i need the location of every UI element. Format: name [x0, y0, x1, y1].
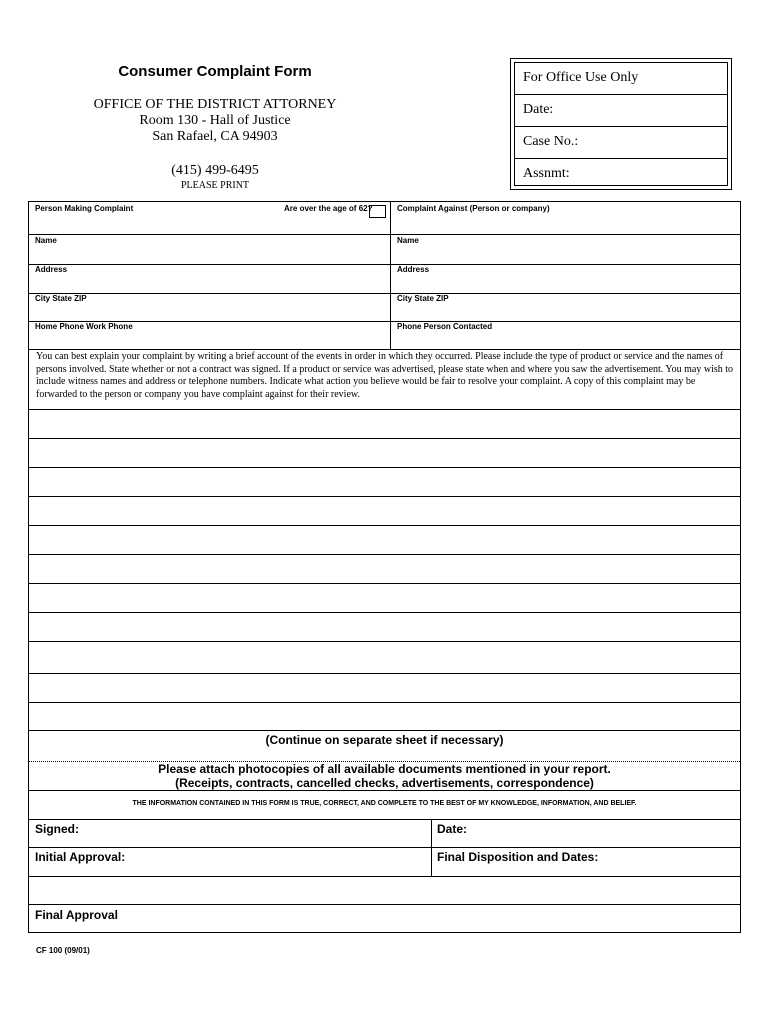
office-case-field[interactable]: Case No.:	[515, 127, 727, 159]
respondent-city-field[interactable]: City State ZIP	[397, 294, 449, 303]
row-line	[29, 819, 740, 820]
signed-field[interactable]: Signed:	[35, 822, 79, 836]
attach-documents-note	[29, 762, 740, 790]
writing-line[interactable]	[29, 583, 740, 584]
row-line	[29, 293, 740, 294]
initial-approval-field[interactable]: Initial Approval:	[35, 850, 126, 864]
complainant-city-field[interactable]: City State ZIP	[35, 294, 87, 303]
row-line	[29, 264, 740, 265]
row-line	[29, 904, 740, 905]
writing-line[interactable]	[29, 702, 740, 703]
row-line	[29, 409, 740, 410]
office-assignment-field[interactable]: Assnmt:	[523, 166, 570, 181]
respondent-address-field[interactable]: Address	[397, 265, 430, 274]
respondent-section-label: Complaint Against (Person or company)	[397, 204, 550, 213]
writing-line[interactable]	[29, 612, 740, 613]
office-use-title: For Office Use Only	[515, 63, 727, 95]
please-print-note: PLEASE PRINT	[180, 180, 250, 191]
row-line	[29, 876, 740, 877]
attach-note-line1: Please attach photocopies of all available documents mentioned in your report.	[158, 762, 611, 776]
age-question-label: Are over the age of 62?	[284, 204, 373, 213]
complainant-address-field[interactable]: Address	[35, 265, 68, 274]
respondent-phone-field[interactable]: Phone Person Contacted	[397, 322, 493, 331]
writing-line[interactable]	[29, 554, 740, 555]
office-date-field[interactable]: Date:	[515, 95, 727, 127]
office-address	[28, 97, 402, 145]
continue-note: (Continue on separate sheet if necessary)	[265, 733, 504, 747]
respondent-name-field[interactable]: Name	[397, 236, 419, 245]
office-name: OFFICE OF THE DISTRICT ATTORNEY	[93, 97, 337, 112]
row-line	[29, 847, 740, 848]
attach-note-line2: (Receipts, contracts, cancelled checks, advertisements, correspondence)	[175, 776, 594, 790]
writing-line[interactable]	[29, 641, 740, 642]
complaint-form	[28, 201, 741, 933]
signature-date-field[interactable]: Date:	[437, 822, 468, 836]
final-disposition-field[interactable]: Final Disposition and Dates:	[437, 850, 599, 864]
complainant-section-label: Person Making Complaint	[35, 204, 134, 213]
writing-line[interactable]	[29, 496, 740, 497]
writing-line[interactable]	[29, 438, 740, 439]
writing-line[interactable]	[29, 525, 740, 526]
writing-line[interactable]	[29, 730, 740, 731]
form-code: CF 100 (09/01)	[36, 946, 90, 955]
final-approval-field[interactable]: Final Approval	[35, 908, 118, 922]
party-divider	[390, 202, 391, 349]
row-line	[29, 321, 740, 322]
age-over-62-checkbox[interactable]	[369, 205, 386, 218]
office-phone: (415) 499-6495	[171, 163, 259, 178]
row-line	[29, 349, 740, 350]
form-title: Consumer Complaint Form	[118, 63, 312, 80]
complainant-phone-field[interactable]: Home Phone Work Phone	[35, 322, 133, 331]
writing-line[interactable]	[29, 673, 740, 674]
writing-line[interactable]	[29, 467, 740, 468]
office-city: San Rafael, CA 94903	[152, 129, 278, 144]
row-line	[29, 790, 740, 791]
office-room: Room 130 - Hall of Justice	[139, 113, 291, 128]
complaint-instructions: You can best explain your complaint by writing a brief account of the events in order in which they occurred. Please include the type of product or service and the names of persons involved. State whether or not a contract was signed. If a product or service was advertised, please state when and where you saw the advertisement. You may wish to include witness names and address or telephone numbers. Indicate what action you believe would be fair to resolve your complaint. A copy of this complaint may be forwarded to the person or company you have complaint against for their review.	[36, 351, 734, 400]
office-use-box	[510, 58, 732, 190]
complainant-name-field[interactable]: Name	[35, 236, 57, 245]
certification-statement: THE INFORMATION CONTAINED IN THIS FORM IS TRUE, CORRECT, AND COMPLETE TO THE BEST OF MY KNOWLEDGE, INFORMATION, AND BELIEF.	[132, 800, 637, 807]
row-line	[29, 234, 740, 235]
